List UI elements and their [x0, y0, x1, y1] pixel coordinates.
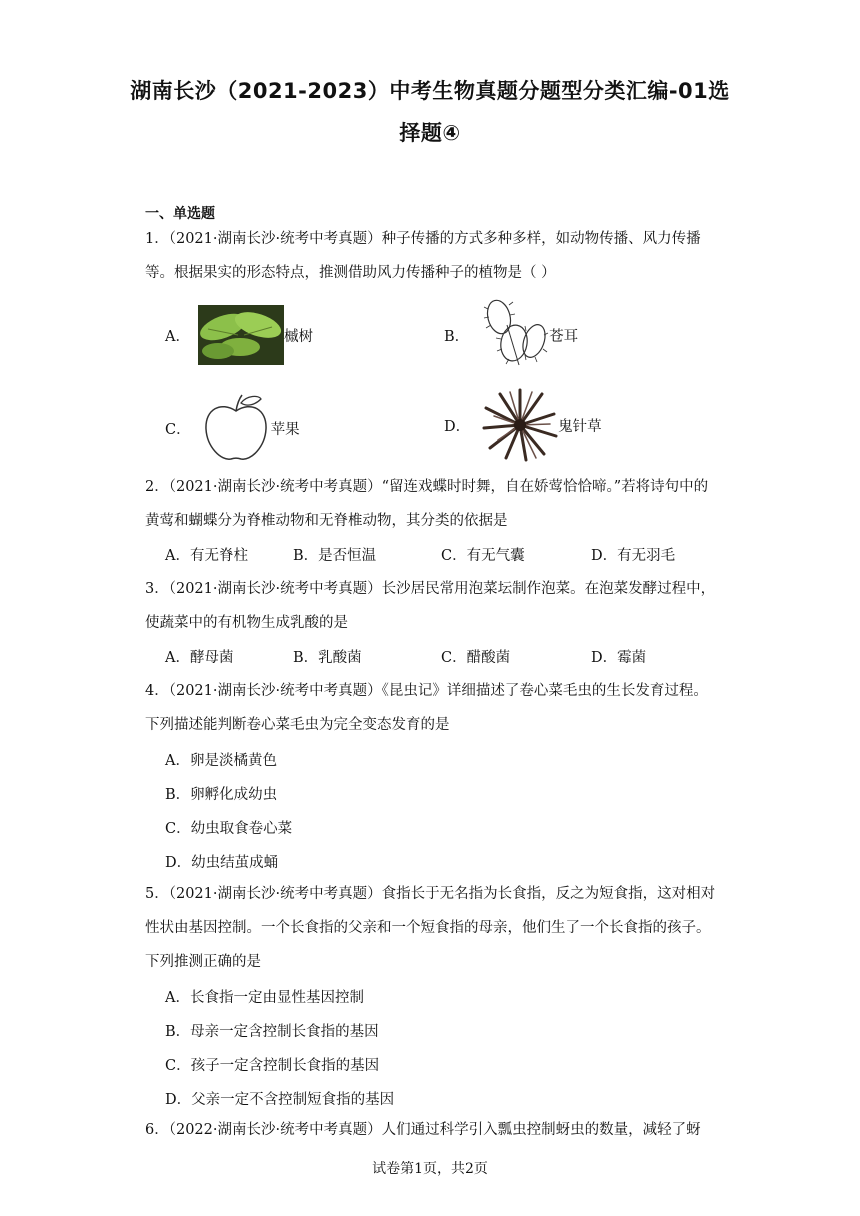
maple-samara-image [198, 305, 284, 365]
beggarticks-image [480, 388, 558, 462]
q3-options [165, 646, 725, 667]
option-c-key: C． [165, 421, 191, 438]
question-2-text: 2．（2021·湖南长沙·统考中考真题）“留连戏蝶时时舞，自在娇莺恰恰啼。”若将诗句中的黄莺和蝴蝶分为脊椎动物和无脊椎动物，其分类的依据是 [145, 479, 709, 529]
q2-option-a: A．有无脊柱 [165, 548, 248, 564]
option-a-label: 槭树 [283, 328, 313, 345]
option-d-key: D． [444, 418, 471, 435]
option-a-key: A． [165, 328, 190, 345]
q3-option-a: A．酵母菌 [165, 650, 234, 666]
option-b-key: B． [444, 328, 470, 345]
q4-option-c: C．幼虫取食卷心菜 [165, 821, 293, 837]
q4-option-b: B．卵孵化成幼虫 [165, 787, 278, 803]
q4-option-a: A．卵是淡橘黄色 [165, 753, 277, 769]
question-6-text: 6．（2022·湖南长沙·统考中考真题）人们通过科学引入瓢虫控制蚜虫的数量，减轻了蚜 [145, 1122, 701, 1138]
question-4-text: 4．（2021·湖南长沙·统考中考真题）《昆虫记》详细描述了卷心菜毛虫的生长发育过程。下列描述能判断卷心菜毛虫为完全变态发育的是 [145, 683, 708, 733]
q5-option-d: D．父亲一定不含控制短食指的基因 [165, 1092, 395, 1108]
q1-option-a [165, 305, 313, 365]
q4-option-d: D．幼虫结茧成蛹 [165, 855, 279, 871]
title-line-2: 择题④ [399, 121, 461, 145]
question-3-text: 3．（2021·湖南长沙·统考中考真题）长沙居民常用泡菜坛制作泡菜。在泡菜发酵过程中，使蔬菜中的有机物生成乳酸的是 [145, 581, 716, 631]
section-heading: 一、单选题 [145, 206, 215, 222]
q5-option-a: A．长食指一定由显性基因控制 [165, 990, 364, 1006]
q5-option-b: B．母亲一定含控制长食指的基因 [165, 1024, 379, 1040]
page-footer: 试卷第1页，共2页 [372, 1161, 488, 1177]
q3-option-c: C．醋酸菌 [441, 650, 511, 666]
option-b-label: 苍耳 [549, 328, 579, 345]
document-title [130, 70, 730, 154]
question-1-text: 1．（2021·湖南长沙·统考中考真题）种子传播的方式多种多样，如动物传播、风力传播等。根据果实的形态特点，推测借助风力传播种子的植物是（ ） [145, 231, 701, 281]
q3-option-b: B．乳酸菌 [293, 650, 362, 666]
title-line-1: 湖南长沙（2021-2023）中考生物真题分题型分类汇编-01选 [130, 79, 730, 103]
option-d-label: 鬼针草 [558, 418, 602, 435]
q2-option-c: C．有无气囊 [441, 548, 525, 564]
q3-option-d: D．霉菌 [591, 650, 647, 666]
q2-option-d: D．有无羽毛 [591, 548, 676, 564]
q1-option-c [165, 393, 300, 463]
q1-option-d [444, 388, 602, 462]
q2-options [165, 544, 725, 565]
q2-option-b: B．是否恒温 [293, 548, 377, 564]
q5-option-c: C．孩子一定含控制长食指的基因 [165, 1058, 380, 1074]
q1-option-b [444, 295, 578, 375]
apple-image [201, 393, 271, 463]
cocklebur-image [479, 295, 549, 375]
option-c-label: 苹果 [270, 421, 300, 438]
question-5-text: 5．（2021·湖南长沙·统考中考真题）食指长于无名指为长食指，反之为短食指，这对相对性状由基因控制。一个长食指的父亲和一个短食指的母亲，他们生了一个长食指的孩子。下列推测正确的是 [145, 886, 716, 970]
